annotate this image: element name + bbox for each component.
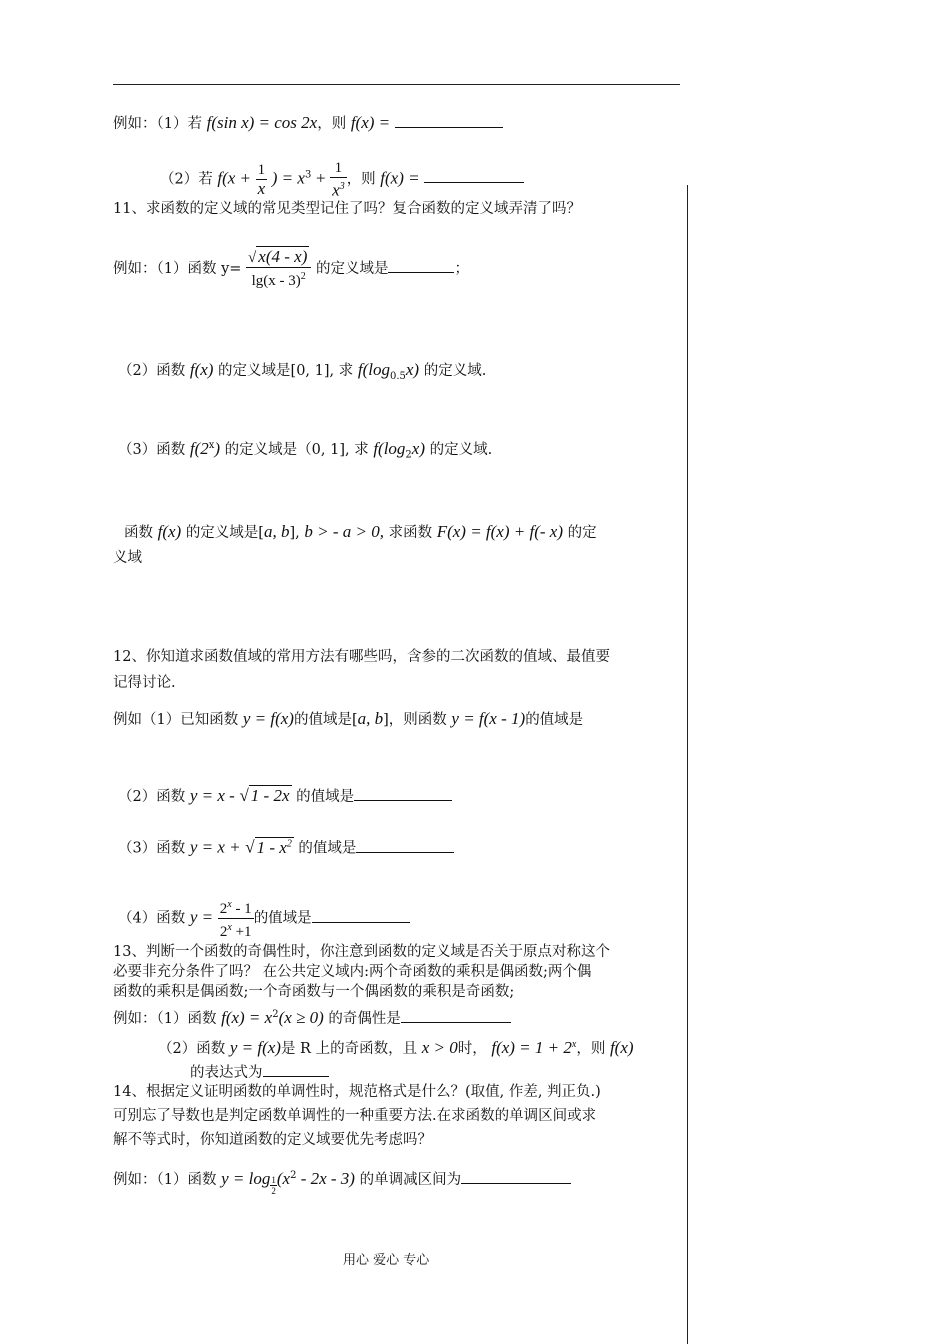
q14-line1: 14、根据定义证明函数的单调性时，规范格式是什么？(取值, 作差, 判正负.) [113, 1084, 601, 1100]
q14-ex1: 例如：（1）函数 y = log $\frac{1}{2}$ $(x^2 - 2x - 3)$ 的单调减区间为 [113, 1166, 571, 1196]
fraction: $\frac{2^x - 1}{2^x +1}$ [218, 896, 254, 941]
q13-ex2: （2）函数 y = f(x)是 R 上的奇函数，且 x > 0时， $f(x) = 1 + 2^x$，则 f(x) [158, 1037, 634, 1057]
q11-ex3: （3）函数 f(2$^x$) 的定义域是（0, 1], 求 $f(\log_2x)$ 的定义域. [118, 438, 493, 461]
margin-rule [687, 185, 688, 1344]
answer-blank[interactable] [461, 1167, 571, 1184]
answer-blank[interactable] [401, 1006, 511, 1023]
answer-blank[interactable] [388, 256, 454, 273]
page-footer: 用心 爱心 专心 [343, 1253, 430, 1268]
fraction: $\frac{√ x(4 - x)}{\lg(x - 3)^2}$ [246, 248, 311, 290]
q14-line3: 解不等式时，你知道函数的定义域要优先考虑吗？ [113, 1132, 432, 1148]
q11-title: 11、求函数的定义域的常见类型记住了吗？复合函数的定义域弄清了吗？ [113, 201, 581, 217]
q12-ex4: （4）函数 y = $\frac{2^x - 1}{2^x +1}$ 的值域是 [118, 896, 410, 941]
q13-ex2-line2: 的表达式为 [190, 1060, 329, 1083]
q11-ex4-line2: 义域 [113, 550, 142, 566]
ex10-line1: 例如：（1）若 f(sin x) = cos 2x，则 f(x) = [113, 111, 503, 134]
q13-line1: 13、判断一个函数的奇偶性时，你注意到函数的定义域是否关于原点对称这个 [113, 944, 610, 960]
answer-blank[interactable] [424, 166, 524, 183]
q11-ex4: 函数 f(x) 的定义域是[a, b], b > - a > 0, 求函数 F(x) = f(x) + f(- x) 的定 [124, 522, 597, 541]
q12-title1: 12、你知道求函数值域的常用方法有哪些吗，含参的二次函数的值域、最值要 [113, 649, 610, 665]
q12-ex1: 例如（1）已知函数 y = f(x)的值域是[a, b]，则函数 y = f(x - 1)的值域是 [113, 709, 584, 728]
q11-ex2: （2）函数 f(x) 的定义域是[0, 1], 求 $f(\log_{0.5}x)$ 的定义域. [118, 360, 487, 382]
header-rule [113, 84, 680, 85]
q14-line2: 可别忘了导数也是判定函数单调性的一种重要方法.在求函数的单调区间或求 [113, 1108, 597, 1124]
q12-title2: 记得讨论. [113, 675, 176, 691]
q13-line3: 函数的乘积是偶函数;一个奇函数与一个偶函数的乘积是奇函数; [113, 984, 515, 1000]
answer-blank[interactable] [356, 836, 454, 853]
q11-ex1: 例如：（1）函数 y= $\frac{√ x(4 - x)}{\lg(x - 3)^2}$ 的定义域是 ； [113, 247, 469, 289]
ex10-line2: （2）若 f(x + $\frac{1}{x}$ ) = $x^3$ + $\frac{1}{x^3}$ ，则 f(x) = [160, 160, 524, 199]
answer-blank[interactable] [312, 906, 410, 923]
q13-ex1: 例如：（1）函数 $f(x) = x^2(x \ge 0)$ 的奇偶性是 [113, 1005, 511, 1029]
answer-blank[interactable] [263, 1060, 329, 1077]
fraction: $\frac{1}{x}$ [257, 161, 266, 198]
log-base-fraction: $\frac{1}{2}$ [271, 1174, 276, 1196]
q12-ex3: （3）函数 y = x + √ $1 - x^2$ 的值域是 [118, 834, 454, 859]
q12-ex2: （2）函数 y = x - √ 1 - 2x 的值域是 [118, 784, 452, 807]
q13-line2: 必要非充分条件了吗？ 在公共定义域内:两个奇函数的乘积是偶函数;两个偶 [113, 964, 592, 980]
answer-blank[interactable] [354, 784, 452, 801]
answer-blank[interactable] [395, 111, 503, 128]
fraction: $\frac{1}{x^3}$ [332, 160, 345, 200]
